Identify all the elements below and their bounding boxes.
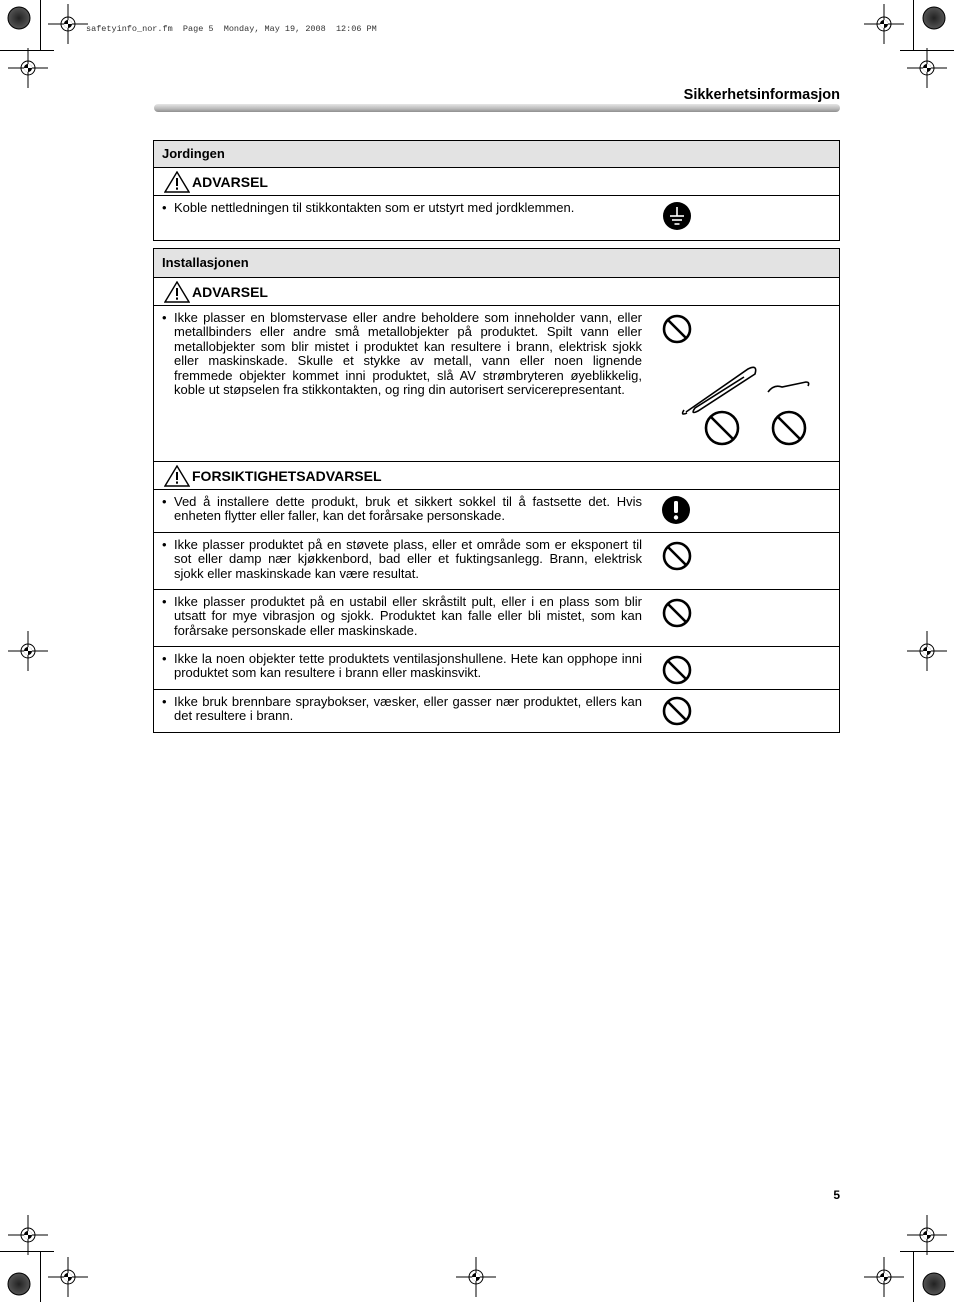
list-item — [154, 490, 839, 533]
item-text: Ikke la noen objekter tette produktets ventilasjonshullene. Hete kan opphope inni produktet som kan resultere i brann eller maskinsvikt. — [174, 651, 642, 681]
list-item — [154, 306, 839, 462]
page-title: Sikkerhetsinformasjon — [683, 87, 840, 103]
prohibition-icon — [662, 696, 692, 726]
page-number: 5 — [833, 1188, 840, 1202]
caution-label: FORSIKTIGHETSADVARSEL — [192, 467, 382, 484]
list-item — [154, 590, 839, 647]
prohibition-icon — [662, 314, 692, 344]
item-text: Ikke plasser en blomstervase eller andre beholdere som inneholder vann, eller metallbinders eller andre små metallobjekter på produktet. Spilt vann eller metallobjekter som blir mistet i produktet kan resultere i brann, elektrisk sjokk eller maskinskade. Skulle et stykke av metall, vann eller noen lignende fremmede objekter kommet inni produktet, slå AV strømbryteren øyeblikkelig, koble ut støpselen fra stikkontakten, og ring din autorisert servicerepresentant. — [174, 310, 642, 398]
warning-triangle-icon — [164, 465, 190, 487]
warning-label: ADVARSEL — [192, 283, 268, 300]
printer-slug: safetyinfo_nor.fm Page 5 Monday, May 19, 2008 12:06 PM — [86, 24, 377, 34]
caution-row — [154, 462, 839, 490]
list-item — [154, 196, 839, 240]
prohibition-icon — [662, 598, 692, 628]
warning-label: ADVARSEL — [192, 173, 268, 190]
header-rule — [154, 104, 840, 112]
item-text: Koble nettledningen til stikkontakten som er utstyrt med jordklemmen. — [174, 200, 575, 215]
list-item — [154, 647, 839, 690]
list-item — [154, 690, 839, 732]
item-text: Ikke plasser produktet på en ustabil eller skråstilt pult, eller i en plass som blir utsatt for mye vibrasjon og sjokk. Produktet kan falle eller bli mistet, som kan forårsake personskade eller maskinskade. — [174, 594, 642, 638]
exclamation-icon — [661, 495, 691, 525]
warning-row — [154, 168, 839, 196]
section-installasjonen — [153, 248, 840, 733]
ground-icon — [662, 201, 692, 231]
bullet: • — [162, 694, 167, 709]
section-title: Jordingen — [154, 141, 839, 168]
bullet: • — [162, 310, 167, 325]
bullet: • — [162, 494, 167, 509]
section-title: Installasjonen — [154, 249, 839, 278]
bullet: • — [162, 594, 167, 609]
item-text: Ved å installere dette produkt, bruk et sikkert sokkel til å fastsette det. Hvis enheten flytter eller faller, kan det forårsake personskade. — [174, 494, 642, 524]
warning-triangle-icon — [164, 281, 190, 303]
list-item — [154, 533, 839, 590]
bullet: • — [162, 651, 167, 666]
warning-row — [154, 278, 839, 306]
prohibition-icon — [662, 655, 692, 685]
bullet: • — [162, 537, 167, 552]
item-text: Ikke plasser produktet på en støvete plass, eller et område som er eksponert til sot eller damp nær kjøkkenbord, bad eller et fuktingsanlegg. Brann, elektrisk sjokk eller maskinskade kan være resultat. — [174, 537, 642, 581]
paperclip-prohibited-illustration — [678, 364, 818, 449]
prohibition-icon — [662, 541, 692, 571]
bullet: • — [162, 200, 167, 215]
section-jordingen — [153, 140, 840, 241]
warning-triangle-icon — [164, 171, 190, 193]
item-text: Ikke bruk brennbare spraybokser, væsker, eller gasser nær produktet, ellers kan det resultere i brann. — [174, 694, 642, 724]
